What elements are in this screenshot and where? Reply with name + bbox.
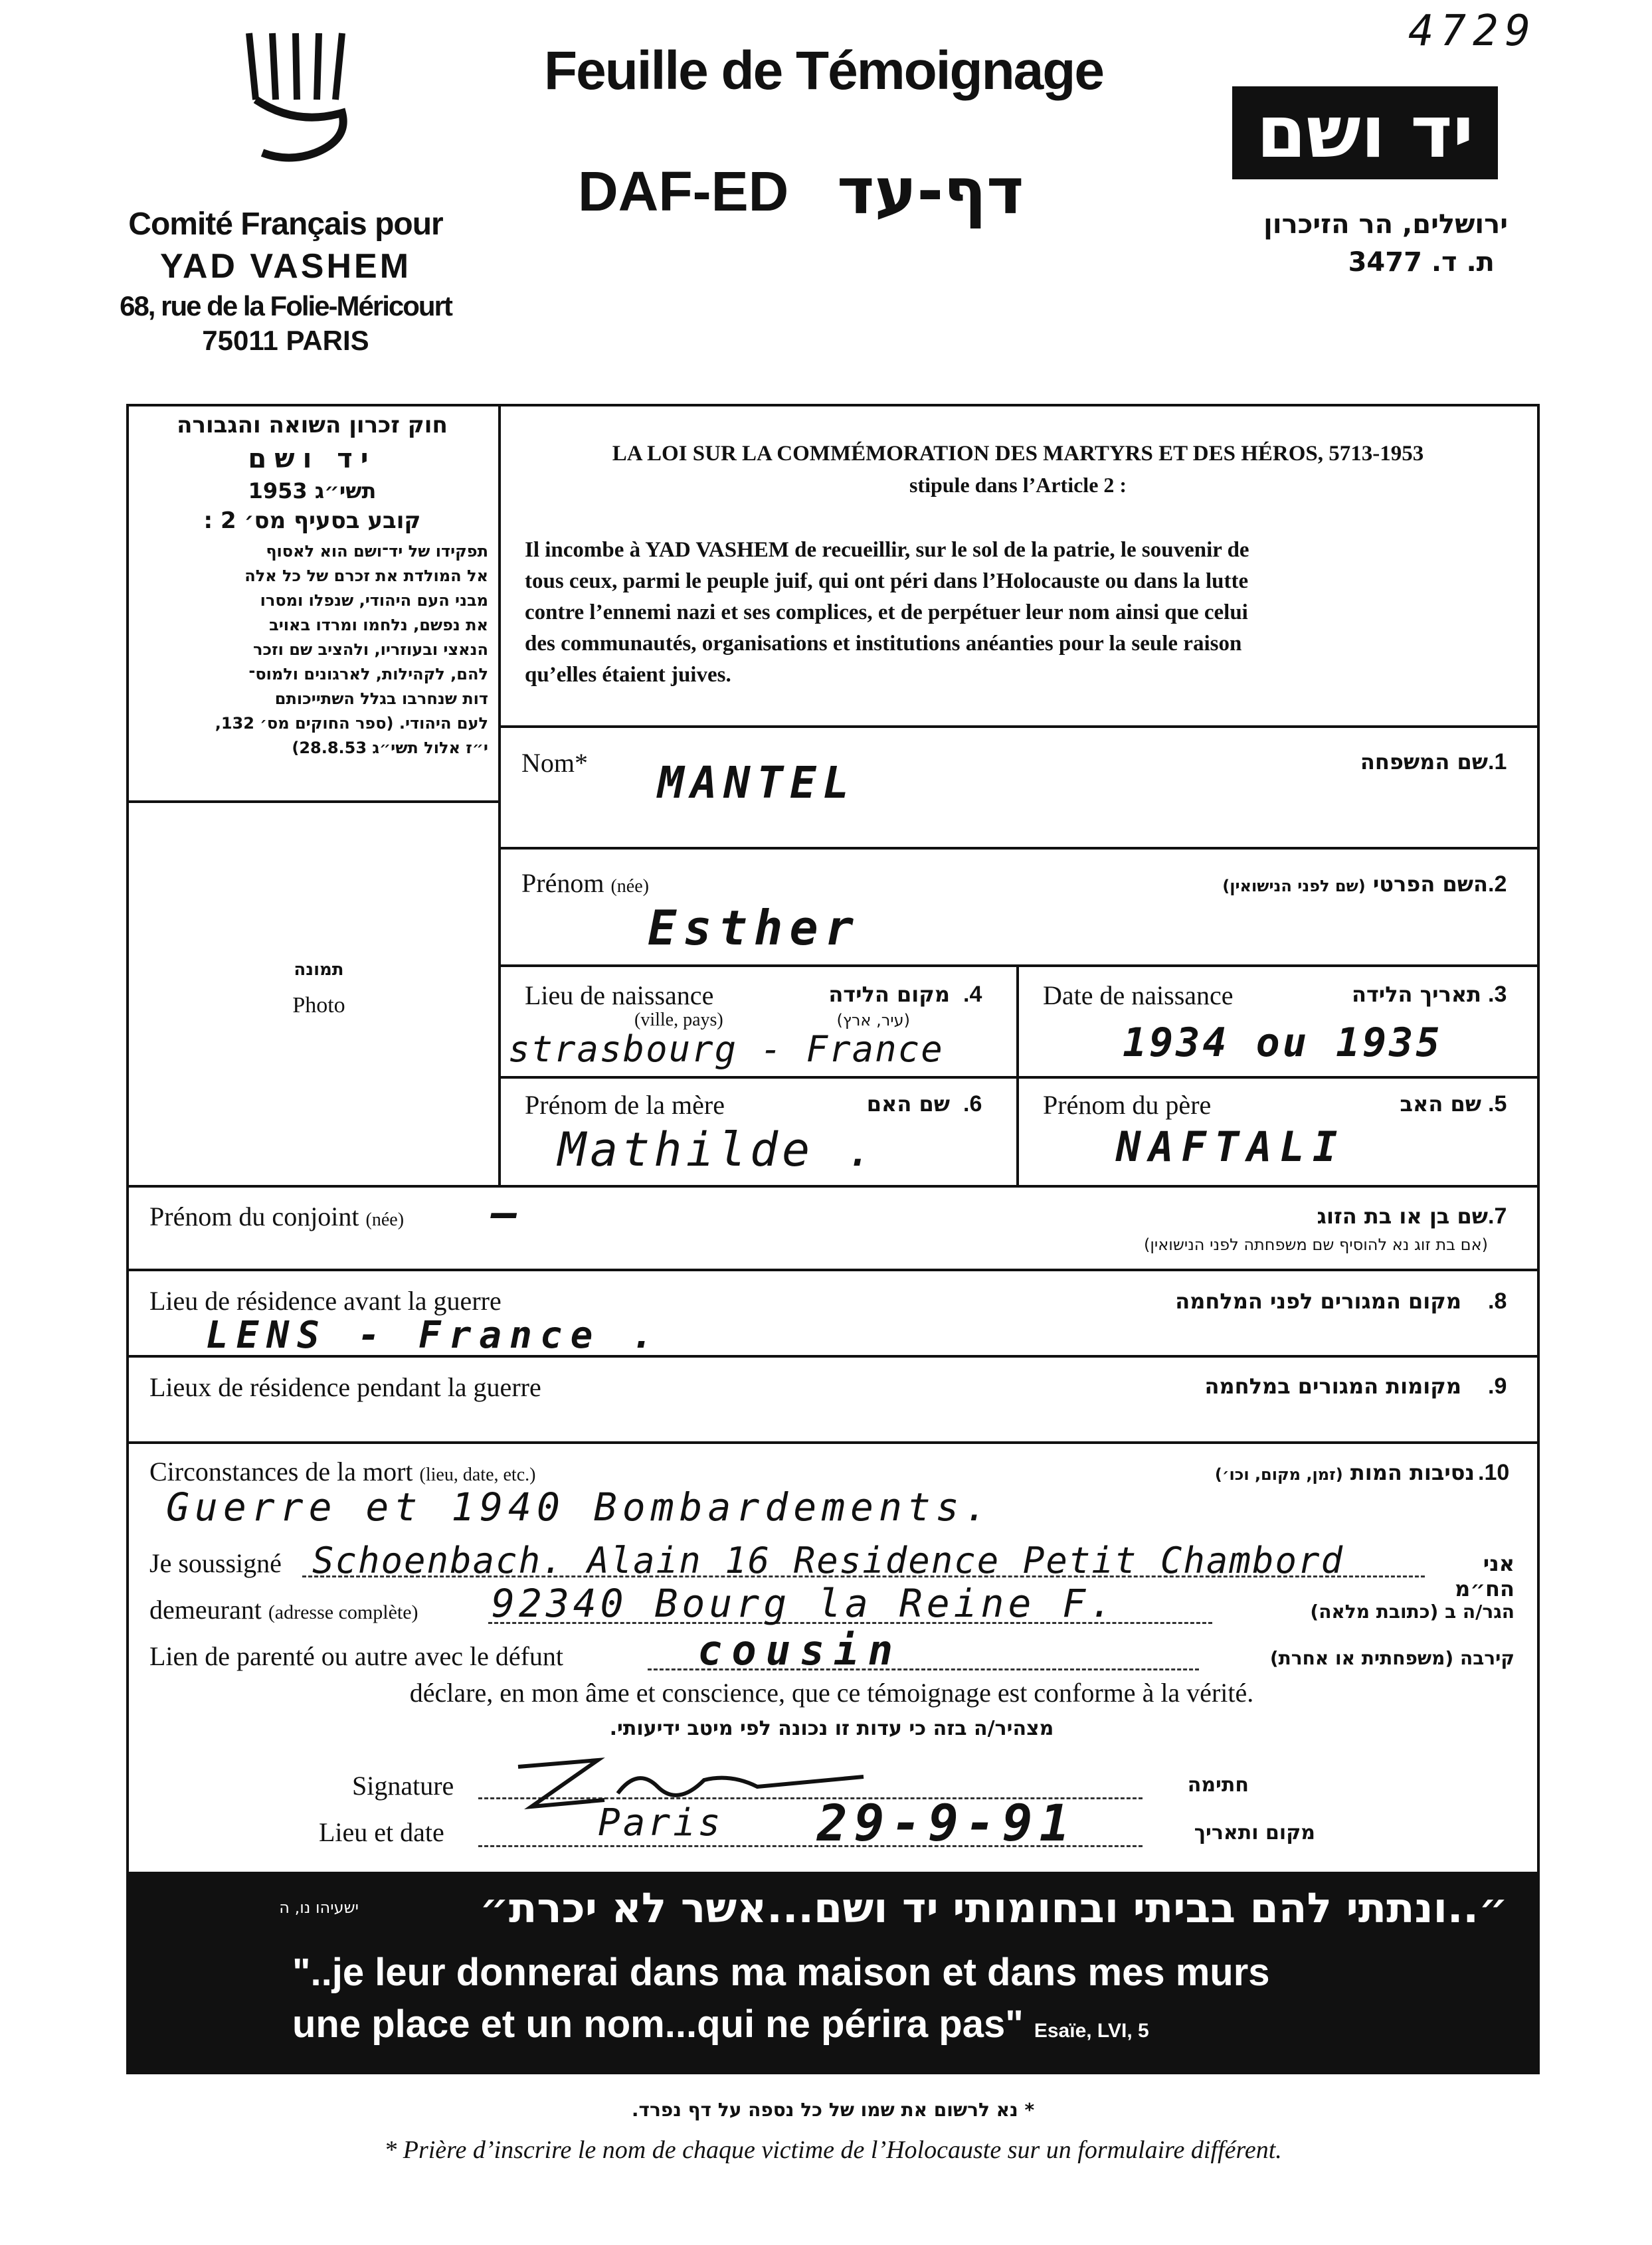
prenom-pere-label-hebrew: שם האב xyxy=(1400,1091,1481,1117)
lieu-naissance-label-hebrew: מקום הלידה xyxy=(828,982,950,1007)
signature-label-hebrew: חתימה xyxy=(1187,1773,1249,1797)
hebrew-law-line1: חוק זכרון השואה והגבורה xyxy=(177,412,448,438)
field-number-9: .9 xyxy=(1488,1374,1507,1399)
yad-vashem-logo: יד ושם xyxy=(1232,86,1498,179)
field-number-3: .3 xyxy=(1488,982,1507,1007)
hebrew-law-body-line: לעם היהודי. (ספר החוקים מס׳ 132, xyxy=(215,714,488,733)
field-number-2: .2 xyxy=(1488,871,1507,897)
banner-quote-french-line1: "..je leur donnerai dans ma maison et dans mes murs xyxy=(292,1951,1270,1994)
field-number-6: .6 xyxy=(963,1091,982,1117)
conjoint-note-hebrew: (אם בת זוג נא להוסיף שם משפחתה לפני הנישואין) xyxy=(1143,1235,1488,1254)
daf-ed-hebrew: דף-עד xyxy=(837,154,1024,228)
soussigne-label-hebrew: אני הח״מ xyxy=(1455,1551,1514,1601)
circonstances-heb-note: (זמן, מקום, וכו׳) xyxy=(1214,1465,1343,1484)
circonstances-label-hebrew xyxy=(1129,1460,1475,1485)
demeurant-note: (adresse complète) xyxy=(268,1601,418,1623)
footer-french: * Prière d’inscrire le nom de chaque victime de l’Holocauste sur un formulaire différent. xyxy=(384,2136,1282,2164)
french-law-body-line: des communautés, organisations et institutions anéanties pour la seule raison xyxy=(525,632,1242,656)
lien-label-hebrew: קירבה (משפחתית או אחרת) xyxy=(1269,1647,1514,1669)
conjoint-note: (née) xyxy=(365,1210,405,1230)
prenom-mere-label-hebrew: שם האם xyxy=(866,1091,950,1117)
french-law-body-line: tous ceux, parmi le peuple juif, qui ont péri dans l’Holocauste ou dans la lutte xyxy=(525,569,1249,593)
banner-ref-hebrew: ישעיהו נו, ה xyxy=(279,1898,359,1917)
soussigne-value[interactable]: Schoenbach. Alain 16 Residence Petit Chambord xyxy=(312,1540,1344,1581)
hebrew-law-line2: יד ושם xyxy=(248,444,377,474)
date-naissance-value[interactable]: 1934 ou 1935 xyxy=(1123,1020,1443,1066)
date-naissance-label: Date de naissance xyxy=(1043,980,1234,1010)
prenom-heb-text: השם הפרטי xyxy=(1372,871,1488,897)
circonstances-note: (lieu, date, etc.) xyxy=(419,1465,536,1485)
hebrew-law-block xyxy=(136,412,488,761)
circonstances-label xyxy=(149,1456,535,1487)
demeurant-label xyxy=(149,1594,418,1625)
prenom-label-text: Prénom xyxy=(521,868,604,898)
photo-label-hebrew: תמונה xyxy=(294,960,344,980)
prenom-value[interactable]: Esther xyxy=(648,900,861,956)
residence-pendant-label-hebrew: מקומות המגורים במלחמה xyxy=(1204,1374,1461,1399)
field-number-4: .4 xyxy=(963,982,982,1007)
hebrew-address-line2: ת. ד. 3477 xyxy=(1348,247,1495,278)
prenom-label xyxy=(521,867,649,899)
demeurant-value[interactable]: 92340 Bourg la Reine F. xyxy=(492,1581,1117,1626)
conjoint-label xyxy=(149,1201,404,1232)
declaration-french: déclare, en mon âme et conscience, que ce témoignage est conforme à la vérité. xyxy=(409,1678,1254,1708)
french-law-body-line: contre l’ennemi nazi et ses complices, et de perpétuer leur nom ainsi que celui xyxy=(525,600,1248,624)
prenom-mere-value[interactable]: Mathilde . xyxy=(558,1122,878,1177)
hebrew-law-body-line: מבני העם היהודי, שנפלו ומסרו xyxy=(260,591,488,610)
form-title: Feuille de Témoignage xyxy=(544,41,1103,101)
prenom-heb-note: (שם לפני הנישואין) xyxy=(1222,877,1366,895)
lieu-naissance-note: (ville, pays) xyxy=(634,1010,723,1030)
prenom-pere-value[interactable]: NAFTALI xyxy=(1116,1122,1346,1171)
residence-avant-label: Lieu de résidence avant la guerre xyxy=(149,1286,502,1316)
nom-value[interactable]: MANTEL xyxy=(658,757,856,808)
hebrew-law-body-line: להם, לקהילות, לארגונים ולמוס־ xyxy=(248,665,488,683)
circonstances-label-text: Circonstances de la mort xyxy=(149,1457,413,1486)
circonstances-heb-text: נסיבות המות xyxy=(1350,1460,1475,1485)
lieu-naissance-value[interactable]: strasbourg - France xyxy=(508,1028,944,1070)
french-law-body xyxy=(525,535,1521,691)
field-number-5: .5 xyxy=(1488,1091,1507,1117)
prenom-pere-label: Prénom du père xyxy=(1043,1090,1212,1120)
field-number-10: .10 xyxy=(1478,1460,1510,1485)
lieu-value[interactable]: Paris xyxy=(598,1801,723,1844)
banner-quote-hebrew: ״..ונתתי להם בביתי ובחומותי יד ושם...אשר לא יכרת״ xyxy=(479,1884,1508,1932)
field-number-7: .7 xyxy=(1488,1204,1507,1229)
nom-label-text: Nom xyxy=(521,748,575,778)
field-number-8: .8 xyxy=(1488,1289,1507,1314)
daf-ed-label: DAF-ED xyxy=(578,160,789,223)
nom-label-hebrew: שם המשפחה xyxy=(1360,749,1488,774)
hebrew-law-body-line: הנאצי ובעוזריו, ולהציב שם וזכר xyxy=(253,640,488,659)
hebrew-law-body-line: י״ז אלול תשי״ג 28.8.53) xyxy=(292,739,488,757)
circonstances-value[interactable]: Guerre et 1940 Bombardements. xyxy=(166,1484,993,1530)
field-number-1: .1 xyxy=(1488,749,1507,774)
residence-avant-value[interactable]: LENS - France . xyxy=(206,1314,662,1357)
hebrew-address-line1: ירושלים, הר הזיכרון xyxy=(1263,209,1508,240)
soussigne-label: Je soussigné xyxy=(149,1548,282,1578)
lieu-naissance-label: Lieu de naissance xyxy=(525,980,714,1010)
yad-vashem-menorah-icon xyxy=(236,27,369,173)
hebrew-law-line3: תשי״ג 1953 xyxy=(248,478,377,503)
hebrew-law-body-line: את נפשם, נלחמו ומרדו באויב xyxy=(269,616,488,634)
org-name-line1: Comité Français pour xyxy=(128,207,443,242)
conjoint-label-text: Prénom du conjoint xyxy=(149,1202,359,1231)
org-name-line2: YAD VASHEM xyxy=(159,247,412,286)
french-law-title: LA LOI SUR LA COMMÉMORATION DES MARTYRS ET DES HÉROS, 5713-1953 xyxy=(612,442,1424,466)
lien-value[interactable]: cousin xyxy=(697,1626,902,1674)
hebrew-law-body-line: דות שנחרבו בגלל השתייכותם xyxy=(274,689,488,708)
banner-ref-french: Esaïe, LVI, 5 xyxy=(1034,2020,1149,2042)
hebrew-law-body-line: תפקידו של יד־ושם הוא לאסוף xyxy=(266,542,488,561)
french-law-subtitle: stipule dans l’Article 2 : xyxy=(909,473,1127,497)
document-number: 4729 xyxy=(1408,7,1538,56)
prenom-mere-label: Prénom de la mère xyxy=(525,1090,725,1120)
residence-pendant-label: Lieux de résidence pendant la guerre xyxy=(149,1372,541,1402)
hebrew-law-line4: קובע בסעיף מס׳ 2 : xyxy=(203,507,421,534)
conjoint-label-hebrew: שם בן או בת הזוג xyxy=(1317,1204,1488,1229)
prenom-note: (née) xyxy=(610,876,649,897)
lieu-date-label: Lieu et date xyxy=(319,1817,444,1847)
residence-avant-label-hebrew: מקום המגורים לפני המלחמה xyxy=(1175,1289,1461,1314)
conjoint-value[interactable]: — xyxy=(492,1189,524,1238)
french-law-body-line: qu’elles étaient juives. xyxy=(525,663,731,687)
photo-label: Photo xyxy=(292,993,345,1018)
nom-label xyxy=(521,747,588,778)
lieu-naissance-note-hebrew: (עיר, ארץ) xyxy=(836,1011,910,1030)
banner-quote-french-line2 xyxy=(292,2002,1149,2046)
declaration-hebrew: מצהיר/ה בזה כי עדות זו נכונה לפי מיטב ידיעותי. xyxy=(609,1717,1054,1740)
hebrew-law-body xyxy=(136,539,488,761)
demeurant-label-text: demeurant xyxy=(149,1595,262,1625)
prenom-label-hebrew xyxy=(1036,871,1488,897)
lien-label: Lien de parenté ou autre avec le défunt xyxy=(149,1641,564,1671)
date-value[interactable]: 29-9-91 xyxy=(817,1793,1077,1852)
org-address-line1: 68, rue de la Folie-Méricourt xyxy=(120,290,452,321)
demeurant-label-hebrew: הגר/ה ב (כתובת מלאה) xyxy=(1310,1601,1514,1623)
hebrew-law-body-line: אל המולדת את זכרם של כל אלה xyxy=(244,567,488,585)
signature-label: Signature xyxy=(352,1771,454,1801)
footer-hebrew: * נא לרשום את שמו של כל נספה על דף נפרד. xyxy=(631,2099,1035,2121)
banner-quote-french-line2-text: une place et un nom...qui ne périra pas" xyxy=(292,2003,1024,2046)
nom-star: * xyxy=(575,748,588,778)
french-law-body-line: Il incombe à YAD VASHEM de recueillir, sur le sol de la patrie, le souvenir de xyxy=(525,538,1249,562)
org-address-line2: 75011 PARIS xyxy=(202,325,369,356)
date-naissance-label-hebrew: תאריך הלידה xyxy=(1351,982,1481,1007)
lieu-date-label-hebrew: מקום ותאריך xyxy=(1194,1821,1315,1844)
quote-banner xyxy=(126,1872,1540,2074)
